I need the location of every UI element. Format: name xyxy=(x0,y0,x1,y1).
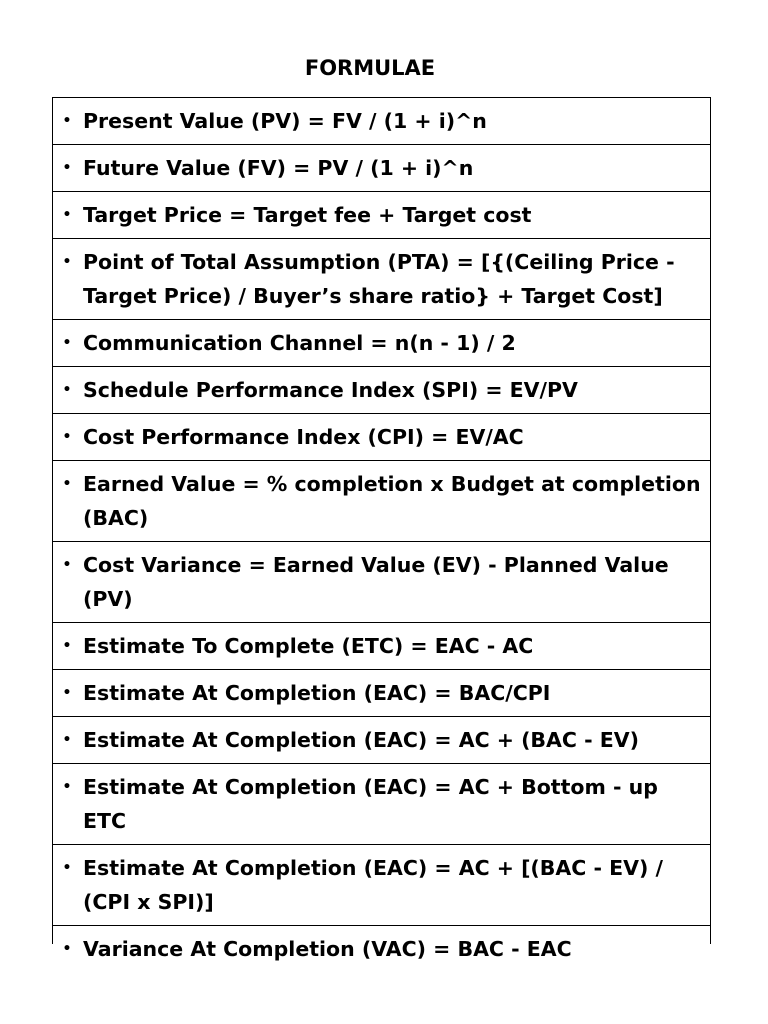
formula-row xyxy=(53,461,710,542)
formula-text: Target Price = Target fee + Target cost xyxy=(83,203,532,227)
formula-row xyxy=(53,367,710,414)
formula-row xyxy=(53,670,710,717)
formula-text: Communication Channel = n(n - 1) / 2 xyxy=(83,331,516,355)
formula-text: Schedule Performance Index (SPI) = EV/PV xyxy=(83,378,578,402)
bullet-icon: • xyxy=(62,557,72,573)
formula-text: Estimate At Completion (EAC) = AC + (BAC - EV) xyxy=(83,728,639,752)
formula-text: Present Value (PV) = FV / (1 + i)^n xyxy=(83,109,487,133)
formula-text: Cost Performance Index (CPI) = EV/AC xyxy=(83,425,524,449)
bullet-icon: • xyxy=(62,335,72,351)
bullet-icon: • xyxy=(62,382,72,398)
formula-text: Estimate At Completion (EAC) = AC + Bottom - up ETC xyxy=(83,775,658,833)
bullet-icon: • xyxy=(62,941,72,957)
bullet-icon: • xyxy=(62,113,72,129)
bullet-icon: • xyxy=(62,860,72,876)
bullet-icon: • xyxy=(62,160,72,176)
formula-table xyxy=(52,97,711,961)
formula-text: Variance At Completion (VAC) = BAC - EAC xyxy=(83,937,572,961)
formula-text: Estimate To Complete (ETC) = EAC - AC xyxy=(83,634,534,658)
formula-row xyxy=(53,239,710,320)
formula-row xyxy=(53,623,710,670)
formula-row xyxy=(53,845,710,926)
formula-text: Estimate At Completion (EAC) = AC + [(BAC - EV) / (CPI x SPI)] xyxy=(83,856,663,914)
bullet-icon: • xyxy=(62,638,72,654)
bullet-icon: • xyxy=(62,476,72,492)
formula-row xyxy=(53,764,710,845)
bullet-icon: • xyxy=(62,207,72,223)
bullet-icon: • xyxy=(62,779,72,795)
formula-text: Cost Variance = Earned Value (EV) - Planned Value (PV) xyxy=(83,553,669,611)
formula-row xyxy=(53,926,710,972)
formula-row xyxy=(53,145,710,192)
bullet-icon: • xyxy=(62,732,72,748)
formula-text: Point of Total Assumption (PTA) = [{(Ceiling Price - Target Price) / Buyer’s share ratio} + Target Cost] xyxy=(83,250,675,308)
formula-row xyxy=(53,320,710,367)
formula-text: Estimate At Completion (EAC) = BAC/CPI xyxy=(83,681,551,705)
bullet-icon: • xyxy=(62,254,72,270)
formula-text: Future Value (FV) = PV / (1 + i)^n xyxy=(83,156,474,180)
bullet-icon: • xyxy=(62,685,72,701)
formula-row xyxy=(53,717,710,764)
formula-row xyxy=(53,542,710,623)
bullet-icon: • xyxy=(62,429,72,445)
page-title: FORMULAE xyxy=(304,56,436,80)
formula-row xyxy=(53,192,710,239)
formula-text: Earned Value = % completion x Budget at completion (BAC) xyxy=(83,472,701,530)
formula-row xyxy=(53,98,710,145)
formula-row xyxy=(53,414,710,461)
